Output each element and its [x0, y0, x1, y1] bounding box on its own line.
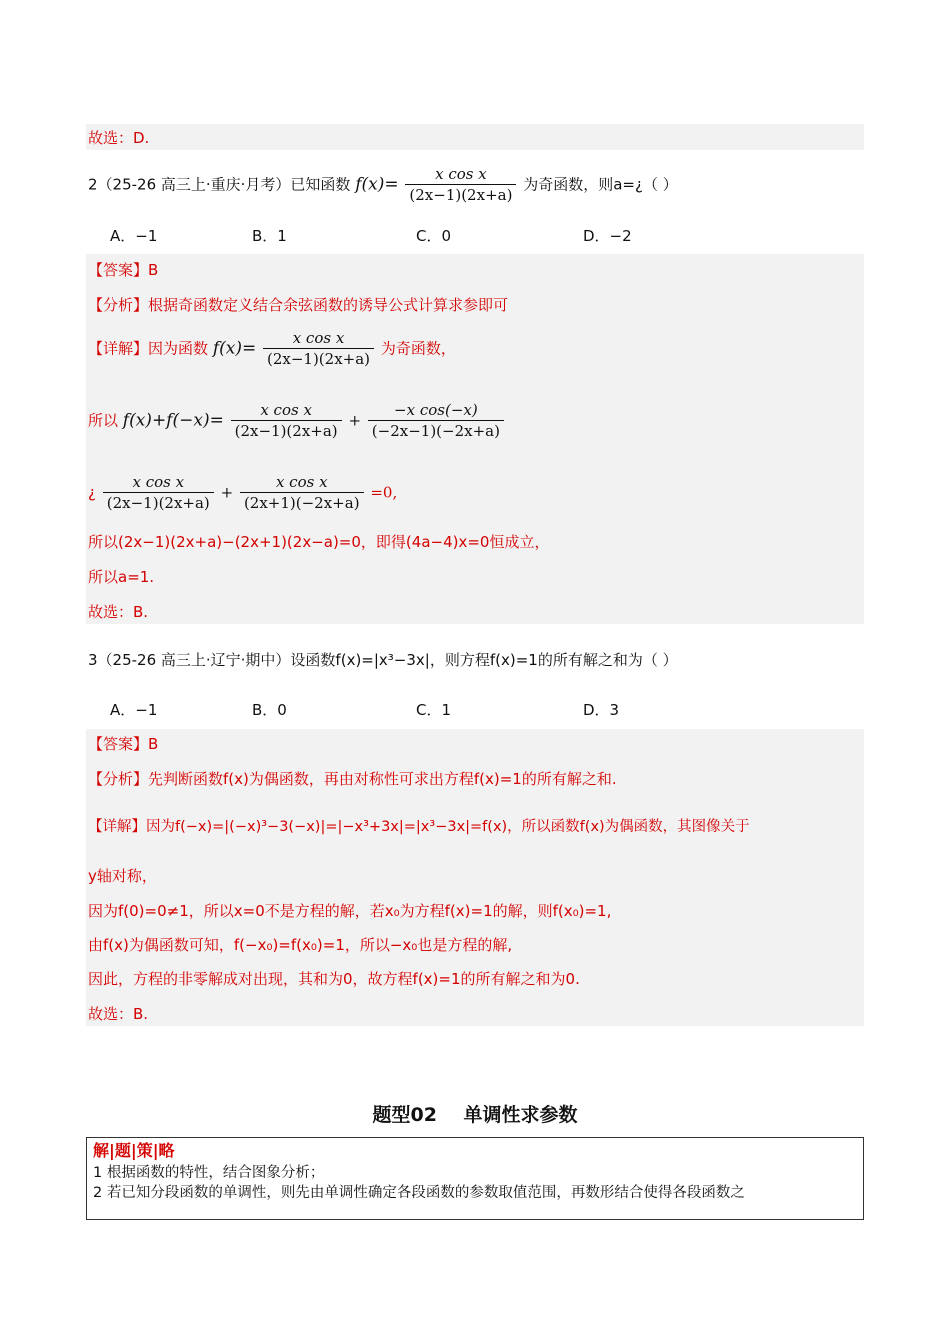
q2-stem-fx: f(x)=: [355, 174, 399, 195]
q2-stem: [88, 164, 678, 205]
q2-detail-1-fraction: [263, 328, 374, 369]
q2-analysis: 【分析】根据奇函数定义结合余弦函数的诱导公式计算求参即可: [88, 296, 509, 314]
q3-option-a[interactable]: A．−1: [110, 701, 158, 719]
q2-option-b[interactable]: B．1: [252, 227, 287, 245]
q2-detail-line-1: [88, 328, 456, 369]
q2-line3-numerator-2: x cos x: [275, 473, 328, 491]
q2-option-a[interactable]: A．−1: [110, 227, 158, 245]
strategy-line-2: 2 若已知分段函数的单调性，则先由单调性确定各段函数的参数取值范围，再数形结合使得各段函数之: [93, 1185, 745, 1201]
q2-line3-numerator-1: x cos x: [132, 473, 185, 491]
q2-line3-prefix: ¿: [88, 483, 96, 502]
q2-detail-label: 【详解】: [88, 339, 149, 358]
q3-detail-line-4: 由f(x)为偶函数可知，f(−x₀)=f(x₀)=1，所以−x₀也是方程的解,: [88, 936, 513, 954]
q2-detail-1-numerator: x cos x: [292, 329, 345, 347]
q3-detail-line-2: y轴对称，: [88, 867, 157, 885]
q2-line2-numerator-2: −x cos(−x): [394, 401, 478, 419]
q2-line3-end: =0,: [370, 483, 398, 502]
q2-detail-line-4: 所以(2x−1)(2x+a)−(2x+1)(2x−a)=0，即得(4a−4)x=0恒成立，: [88, 533, 550, 551]
q2-conclusion: 故选：B.: [88, 603, 149, 621]
q2-detail-1-denominator: (2x−1)(2x+a): [263, 348, 374, 369]
q2-line3-fraction-1: [103, 472, 214, 513]
q3-detail-line-5: 因此，方程的非零解成对出现，其和为0，故方程f(x)=1的所有解之和为0.: [88, 970, 580, 988]
q2-stem-prefix: 2（25-26 高三上·重庆·月考）已知函数: [88, 175, 351, 194]
q1-solution-block: [86, 124, 864, 150]
q2-line3-plus: +: [220, 483, 234, 502]
q2-line2-prefix: 所以: [88, 411, 119, 430]
q3-detail-1: 因为f(−x)=|(−x)³−3(−x)|=|−x³+3x|=|x³−3x|=f(x)，所以函数f(x)为偶函数，其图像关于: [146, 819, 750, 835]
q3-conclusion: 故选：B.: [88, 1005, 149, 1023]
q2-line2-denominator-1: (2x−1)(2x+a): [231, 420, 342, 441]
q2-stem-fraction: [405, 164, 516, 205]
q2-line2-denominator-2: (−2x−1)(−2x+a): [368, 420, 504, 441]
q3-detail-line-3: 因为f(0)=0≠1，所以x=0不是方程的解，若x₀为方程f(x)=1的解，则f(x₀)=1,: [88, 902, 612, 920]
q2-line2-numerator-1: x cos x: [260, 401, 312, 419]
q2-line2-fraction-2: [368, 400, 504, 441]
q2-stem-denominator: (2x−1)(2x+a): [405, 184, 516, 205]
q2-answer: 【答案】B: [88, 261, 159, 279]
q3-answer: 【答案】B: [88, 735, 159, 753]
q2-detail-line-2: [88, 400, 506, 441]
strategy-box-header: 解|题|策|略: [93, 1141, 175, 1160]
q2-line2-fraction-1: [231, 400, 342, 441]
q2-line3-denominator-1: (2x−1)(2x+a): [103, 492, 214, 513]
q3-stem: 3（25-26 高三上·辽宁·期中）设函数f(x)=|x³−3x|，则方程f(x)=1的所有解之和为（ ）: [88, 651, 678, 669]
q2-detail-1a: 因为函数: [148, 339, 209, 358]
q2-stem-suffix: 为奇函数，则a=¿（ ）: [523, 175, 678, 194]
q2-line3-denominator-2: (2x+1)(−2x+a): [240, 492, 364, 513]
q2-detail-1b: 为奇函数，: [380, 339, 456, 358]
q3-option-c[interactable]: C．1: [416, 701, 452, 719]
q2-option-c[interactable]: C．0: [416, 227, 452, 245]
q2-detail-line-5: 所以a=1.: [88, 568, 155, 586]
section-title: 题型02 单调性求参数: [372, 1104, 578, 1126]
q2-detail-line-3: [88, 472, 397, 513]
q2-line2-plus: +: [348, 411, 362, 430]
q1-conclusion: 故选：D.: [88, 129, 150, 147]
q2-line3-fraction-2: [240, 472, 364, 513]
q3-option-b[interactable]: B．0: [252, 701, 287, 719]
q3-detail-label: 【详解】: [88, 819, 146, 835]
q2-option-d[interactable]: D．−2: [583, 227, 632, 245]
strategy-line-1: 1 根据函数的特性，结合图象分析；: [93, 1165, 325, 1181]
q3-analysis: 【分析】先判断函数f(x)为偶函数，再由对称性可求出方程f(x)=1的所有解之和.: [88, 770, 617, 788]
q3-option-d[interactable]: D．3: [583, 701, 620, 719]
q2-line2-lhs: f(x)+f(−x)=: [122, 410, 224, 431]
q2-detail-1f: f(x)=: [212, 338, 257, 359]
q3-detail-line-1: [88, 817, 750, 837]
q2-stem-numerator: x cos x: [435, 165, 487, 183]
